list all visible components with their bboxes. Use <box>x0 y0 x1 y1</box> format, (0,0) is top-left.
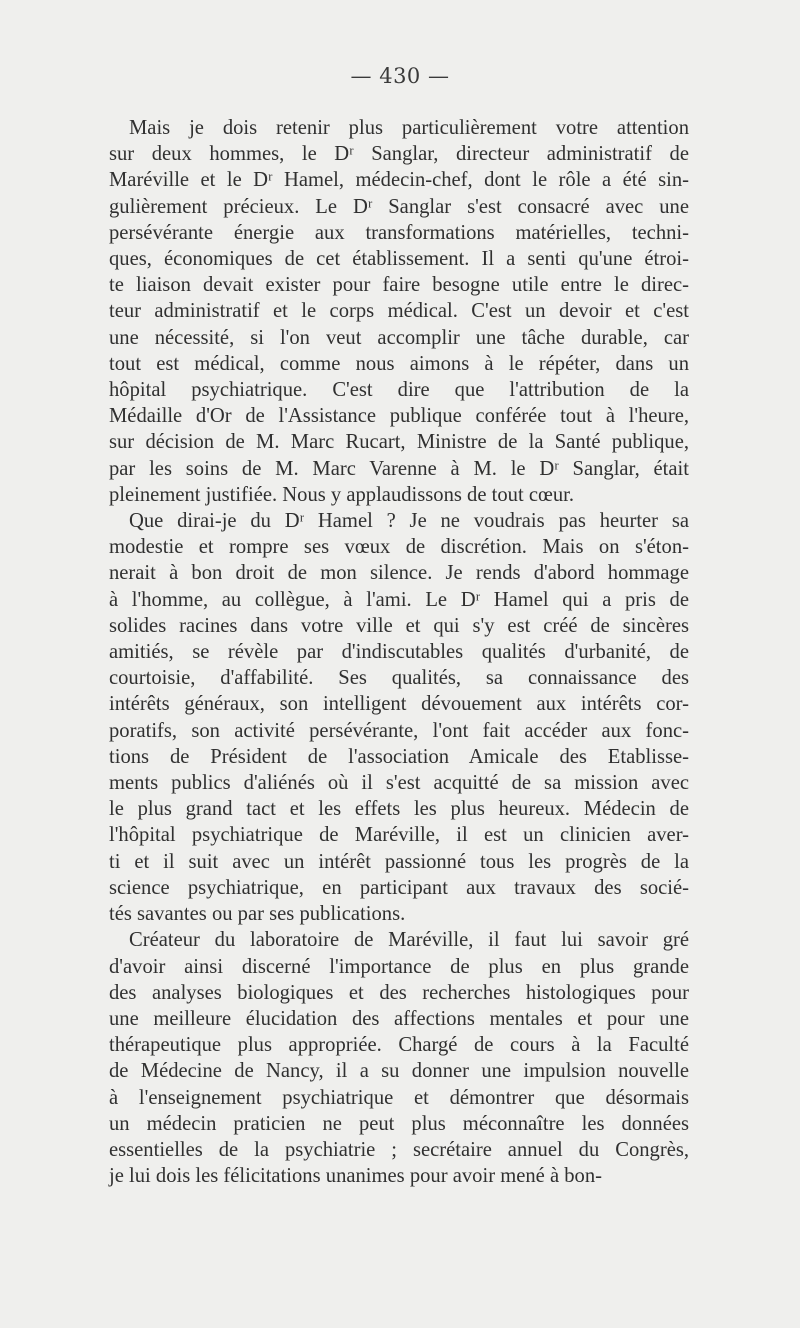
text-line: Maréville et le Dʳ Hamel, médecin-chef, dont le rôle a été sin- <box>109 169 689 192</box>
paragraph <box>109 115 689 508</box>
text-line: par les soins de M. Marc Varenne à M. le Dʳ Sanglar, était <box>109 457 689 480</box>
text-line: de Médecine de Nancy, il a su donner une impulsion nouvelle <box>109 1060 689 1083</box>
text-line: sur décision de M. Marc Rucart, Ministre de la Santé publique, <box>109 431 689 454</box>
text-line: amitiés, se révèle par d'indiscutables qualités d'urbanité, de <box>109 641 689 664</box>
text-line: thérapeutique plus appropriée. Chargé de cours à la Faculté <box>109 1034 689 1057</box>
text-line: tout est médical, comme nous aimons à le répéter, dans un <box>109 352 689 375</box>
text-line: une meilleure élucidation des affections mentales et pour une <box>109 1007 689 1030</box>
text-line: science psychiatrique, en participant aux travaux des socié- <box>109 876 689 899</box>
text-line: modestie et rompre ses vœux de discrétion. Mais on s'éton- <box>109 536 689 559</box>
text-line: Mais je dois retenir plus particulièrement votre attention <box>129 117 689 139</box>
text-line: nerait à bon droit de mon silence. Je rends d'abord hommage <box>109 562 689 585</box>
text-line: tions de Président de l'association Amicale des Etablisse- <box>109 745 689 768</box>
text-line: des analyses biologiques et des recherches histologiques pour <box>109 981 689 1004</box>
text-line: Médaille d'Or de l'Assistance publique conférée tout à l'heure, <box>109 405 689 428</box>
text-line: à l'homme, au collègue, à l'ami. Le Dʳ Hamel qui a pris de <box>109 588 689 611</box>
text-line: persévérante énergie aux transformations matérielles, techni- <box>109 221 689 244</box>
text-line: l'hôpital psychiatrique de Maréville, il est un clinicien aver- <box>109 824 689 847</box>
text-line: à l'enseignement psychiatrique et démontrer que désormais <box>109 1086 689 1109</box>
text-line: Que dirai-je du Dʳ Hamel ? Je ne voudrais pas heurter sa <box>129 510 689 533</box>
text-line: ques, économiques de cet établissement. Il a senti qu'une étroi- <box>109 248 689 271</box>
page-number: — 430 — <box>350 64 450 88</box>
text-line: je lui dois les félicitations unanimes pour avoir mené à bon- <box>109 1165 602 1188</box>
text-line: Créateur du laboratoire de Maréville, il faut lui savoir gré <box>129 929 689 952</box>
text-line: intérêts généraux, son intelligent dévouement aux intérêts cor- <box>109 693 689 716</box>
text-line: ti et il suit avec un intérêt passionné tous les progrès de la <box>109 850 689 873</box>
text-line: ments publics d'aliénés où il s'est acquitté de sa mission avec <box>109 772 689 795</box>
text-line: te liaison devait exister pour faire besogne utile entre le direc- <box>109 274 689 297</box>
body-text <box>109 115 689 1189</box>
text-line: courtoisie, d'affabilité. Ses qualités, sa connaissance des <box>109 667 689 690</box>
text-line: un médecin praticien ne peut plus méconnaître les données <box>109 1112 689 1135</box>
text-line: tés savantes ou par ses publications. <box>109 903 406 926</box>
text-line: solides racines dans votre ville et qui s'y est créé de sincères <box>109 614 689 637</box>
text-line: d'avoir ainsi discerné l'importance de plus en plus grande <box>109 955 689 978</box>
text-line: hôpital psychiatrique. C'est dire que l'attribution de la <box>109 379 689 402</box>
text-line: essentielles de la psychiatrie ; secrétaire annuel du Congrès, <box>109 1138 689 1161</box>
text-line: poratifs, son activité persévérante, l'ont fait accéder aux fonc- <box>109 719 689 742</box>
paragraph <box>109 508 689 927</box>
text-line: le plus grand tact et les effets les plus heureux. Médecin de <box>109 798 689 821</box>
text-line: gulièrement précieux. Le Dʳ Sanglar s'est consacré avec une <box>109 195 689 218</box>
text-line: teur administratif et le corps médical. C'est un devoir et c'est <box>109 300 689 323</box>
text-line: une nécessité, si l'on veut accomplir une tâche durable, car <box>109 326 689 349</box>
paragraph <box>109 927 689 1189</box>
text-line: sur deux hommes, le Dʳ Sanglar, directeur administratif de <box>109 143 689 166</box>
text-line: pleinement justifiée. Nous y applaudissons de tout cœur. <box>109 483 574 506</box>
